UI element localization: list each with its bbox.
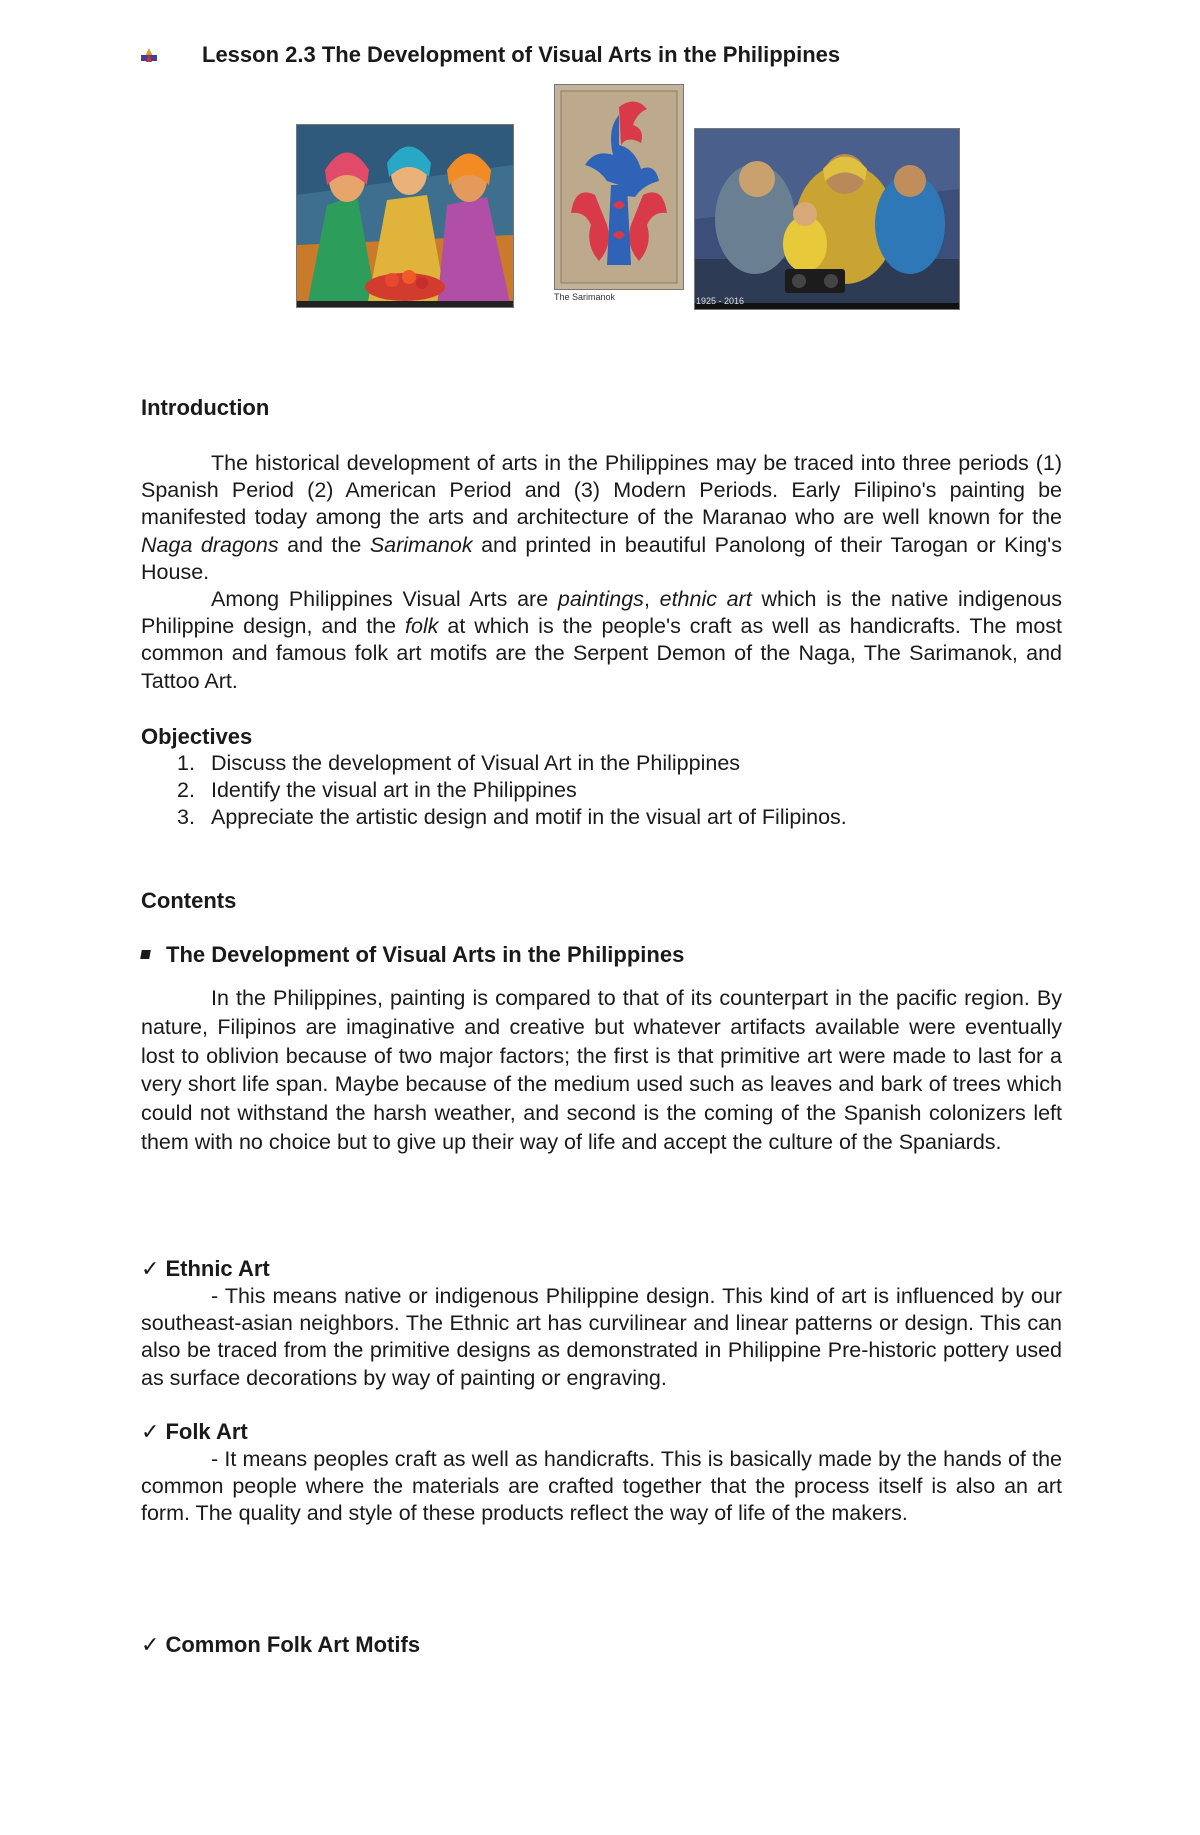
family-painting-icon: [695, 129, 959, 309]
family-painting-image: [694, 128, 960, 310]
sarimanok-caption: The Sarimanok: [554, 292, 616, 302]
section-paragraph: In the Philippines, painting is compared to that of its counterpart in the pacific region. By nature, Filipinos are imaginative and creative but whatever artifacts available were eventually lost to oblivion because of two major factors; the first is that primitive art were made to last for a very short life span. Maybe because of the medium used such as leaves and bark of trees which could not withstand the harsh weather, and second is the coming of the Spanish colonizers left them with no choice but to give up their way of life and accept the culture of the Spaniards.: [141, 986, 1062, 1154]
sarimanok-design-icon: [555, 85, 683, 289]
ethnic-art-paragraph: - This means native or indigenous Philippine design. This kind of art is influenced by our southeast-asian neighbors. The Ethnic art has curvilinear and linear patterns or design. This can also be traced from the primitive designs as demonstrated in Philippine Pre-historic pottery used as surface decorations by way of painting or engraving.: [141, 1284, 1062, 1390]
objectives-list: [141, 750, 847, 831]
objectives-heading: Objectives: [141, 724, 253, 749]
family-painting-caption: 1925 - 2016: [696, 296, 745, 306]
introduction-heading: Introduction: [141, 395, 270, 420]
filipino-women-painting-image: [296, 124, 514, 308]
folk-art-motifs-heading: ✓ Common Folk Art Motifs: [141, 1632, 421, 1657]
arrow-bullet-icon: [140, 46, 158, 64]
introduction-paragraph-2: Among Philippines Visual Arts are paintings, ethnic art which is the native indigenous Philippine design, and the folk at which is the people's craft as well as handicrafts. The most common and famous folk art motifs are the Serpent Demon of the Naga, The Sarimanok, and Tattoo Art.: [141, 587, 1062, 693]
square-bullet-icon: [140, 950, 151, 959]
objective-item: 3. Appreciate the artistic design and motif in the visual art of Filipinos.: [177, 805, 847, 829]
folk-art-heading: ✓ Folk Art: [141, 1419, 248, 1444]
sarimanok-image: [554, 84, 684, 290]
ethnic-art-heading: ✓ Ethnic Art: [141, 1256, 270, 1281]
contents-heading: Contents: [141, 888, 237, 913]
check-icon: ✓: [141, 1256, 160, 1281]
introduction-paragraph-1: The historical development of arts in the Philippines may be traced into three periods (1) Spanish Period (2) American Period and (3) Modern Periods. Early Filipino's painting be manifested today among the arts and architecture of the Maranao who are well known for the Naga dragons and the Sarimanok and printed in beautiful Panolong of their Tarogan or King's House.: [141, 451, 1062, 584]
filipino-women-painting-icon: [297, 125, 513, 307]
lesson-header: [140, 42, 1040, 72]
objective-item: 2. Identify the visual art in the Philippines: [177, 778, 577, 802]
check-icon: ✓: [141, 1632, 160, 1657]
folk-art-paragraph: - It means peoples craft as well as handicrafts. This is basically made by the hands of the common people where the materials are crafted together that the process itself is also an art form. The quality and style of these products reflect the way of life of the makers.: [141, 1447, 1062, 1526]
lesson-title: Lesson 2.3 The Development of Visual Arts in the Philippines: [202, 42, 841, 67]
section-heading: The Development of Visual Arts in the Philippines: [141, 942, 684, 968]
check-icon: ✓: [141, 1419, 160, 1444]
objective-item: 1. Discuss the development of Visual Art in the Philippines: [177, 751, 741, 775]
